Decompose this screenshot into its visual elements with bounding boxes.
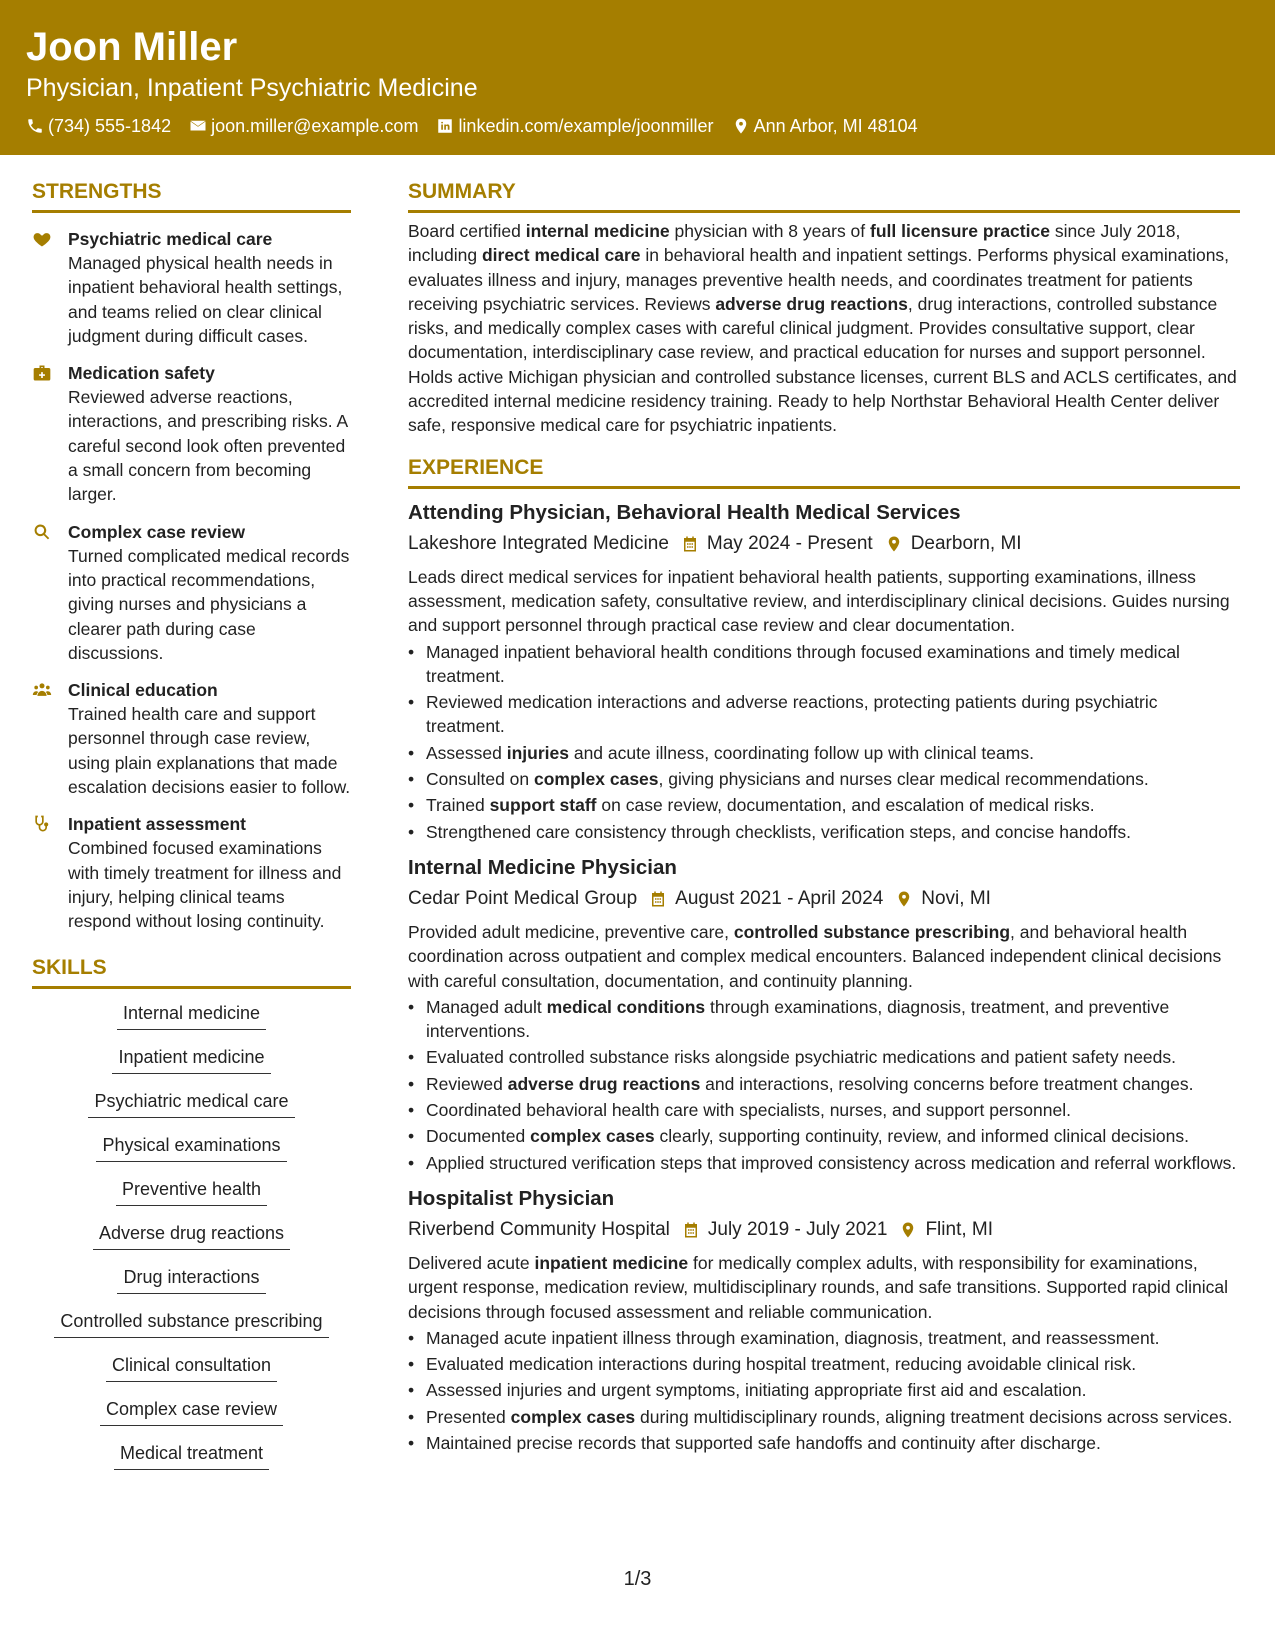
job-bullets bbox=[408, 1326, 1240, 1455]
job-bullet: • Managed adult medical conditions through examinations, diagnosis, treatment, and preventive interventions. bbox=[408, 995, 1240, 1044]
job-title: Internal Medicine Physician bbox=[408, 855, 677, 879]
job-bullet: • Coordinated behavioral health care with specialists, nurses, and support personnel. bbox=[408, 1098, 1240, 1122]
job-bullet: • Managed acute inpatient illness through examination, diagnosis, treatment, and reassessment. bbox=[408, 1326, 1240, 1350]
job-bullet: • Reviewed adverse drug reactions and interactions, resolving concerns before treatment changes. bbox=[408, 1072, 1240, 1096]
job-bullet: • Reviewed medication interactions and adverse reactions, protecting patients during psychiatric treatment. bbox=[408, 690, 1240, 739]
skills-list bbox=[32, 1001, 351, 1485]
map-pin-icon bbox=[899, 1221, 917, 1239]
skill-item: Psychiatric medical care bbox=[88, 1089, 294, 1118]
job-location: Novi, MI bbox=[921, 887, 991, 909]
strength-title: Medication safety bbox=[68, 363, 215, 384]
job-meta bbox=[408, 529, 1240, 559]
job-location: Flint, MI bbox=[925, 1218, 994, 1240]
candidate-role: Physician, Inpatient Psychiatric Medicine bbox=[26, 74, 478, 102]
job-description: Delivered acute inpatient medicine for medically complex adults, with responsibility for examinations, urgent response, medication review, multidisciplinary rounds, and safe transitions. Supported rapid clinical decisions through focused assessment and reliable communication. bbox=[408, 1252, 1229, 1322]
resume-header bbox=[0, 0, 1275, 155]
phone-icon bbox=[26, 117, 44, 135]
envelope-icon bbox=[189, 117, 207, 135]
stethoscope-icon bbox=[32, 812, 56, 933]
strength-description: Combined focused examinations with timely treatment for illness and injury, helping clinical teams respond without losing continuity. bbox=[68, 838, 342, 932]
page-number: 1/3 bbox=[623, 1568, 652, 1590]
job-bullet: • Strengthened care consistency through checklists, verification steps, and concise handoffs. bbox=[408, 820, 1240, 844]
job-meta bbox=[408, 884, 1240, 914]
skills-heading: SKILLS bbox=[32, 954, 351, 989]
strength-item bbox=[32, 361, 351, 506]
skill-item: Physical examinations bbox=[96, 1133, 286, 1162]
strengths-heading: STRENGTHS bbox=[32, 178, 351, 213]
job-company: Riverbend Community Hospital bbox=[408, 1218, 670, 1240]
job-meta bbox=[408, 1215, 1240, 1245]
contact-location bbox=[732, 114, 918, 138]
job-bullets bbox=[408, 995, 1240, 1175]
contact-location-text: Ann Arbor, MI 48104 bbox=[753, 116, 918, 136]
job-bullet: • Presented complex cases during multidisciplinary rounds, aligning treatment decisions across services. bbox=[408, 1405, 1240, 1429]
skill-item: Clinical consultation bbox=[106, 1353, 277, 1382]
job-dates: August 2021 - April 2024 bbox=[675, 887, 884, 909]
job-dates: July 2019 - July 2021 bbox=[707, 1218, 888, 1240]
experience-section bbox=[408, 454, 1240, 1456]
contact-bar bbox=[26, 114, 1249, 138]
heart-icon bbox=[32, 227, 56, 348]
strength-title: Clinical education bbox=[68, 680, 218, 701]
strengths-list bbox=[32, 227, 351, 934]
strength-item bbox=[32, 227, 351, 348]
job-bullet: • Documented complex cases clearly, supporting continuity, review, and informed clinical decisions. bbox=[408, 1124, 1240, 1148]
calendar-icon bbox=[682, 1221, 700, 1239]
calendar-icon bbox=[649, 890, 667, 908]
skill-item: Preventive health bbox=[116, 1177, 267, 1206]
strength-title: Complex case review bbox=[68, 521, 246, 542]
job-location: Dearborn, MI bbox=[910, 532, 1022, 554]
job-title: Attending Physician, Behavioral Health Medical Services bbox=[408, 500, 961, 524]
jobs-list bbox=[408, 499, 1240, 1456]
right-column bbox=[408, 178, 1240, 1457]
job-bullet: • Assessed injuries and urgent symptoms, initiating appropriate first aid and escalation. bbox=[408, 1378, 1240, 1402]
search-icon bbox=[32, 520, 56, 665]
contact-linkedin[interactable] bbox=[436, 114, 713, 138]
users-icon bbox=[32, 678, 56, 799]
strength-description: Managed physical health needs in inpatient behavioral health settings, and teams relied on clear clinical judgment during difficult cases. bbox=[68, 253, 343, 346]
map-pin-icon bbox=[895, 890, 913, 908]
strength-description: Reviewed adverse reactions, interactions, and prescribing risks. A careful second look often prevented a small concern from becoming larger. bbox=[68, 387, 348, 505]
job-bullet: • Managed inpatient behavioral health conditions through focused examinations and timely medical treatment. bbox=[408, 640, 1240, 689]
skill-item: Controlled substance prescribing bbox=[54, 1309, 328, 1338]
job-entry bbox=[408, 854, 1240, 1175]
strength-title: Inpatient assessment bbox=[68, 814, 246, 835]
summary-text: Board certified internal medicine physician with 8 years of full licensure practice since July 2018, including direct medical care in behavioral health and inpatient settings. Performs physical examinations, evaluates illness and injury, manages preventive health needs, and coordinates treatment for patients receiving psychiatric services. Reviews adverse drug reactions, drug interactions, controlled substance risks, and medically complex cases with careful clinical judgment. Provides consultative support, clear documentation, interdisciplinary case review, and practical education for nurses and support personnel. Holds active Michigan physician and controlled substance licenses, current BLS and ACLS certificates, and accredited internal medicine residency training. Ready to help Northstar Behavioral Health Center deliver safe, responsive medical care for psychiatric inpatients. bbox=[408, 221, 1237, 436]
job-bullet: • Applied structured verification steps that improved consistency across medication and referral workflows. bbox=[408, 1151, 1240, 1175]
job-bullet: • Assessed injuries and acute illness, coordinating follow up with clinical teams. bbox=[408, 741, 1240, 765]
experience-heading: EXPERIENCE bbox=[408, 454, 1240, 489]
map-pin-icon bbox=[732, 117, 750, 135]
strength-title: Psychiatric medical care bbox=[68, 229, 273, 249]
medical-kit-icon bbox=[32, 361, 56, 506]
job-entry bbox=[408, 1185, 1240, 1455]
contact-email-text: joon.miller@example.com bbox=[211, 116, 419, 136]
skill-item: Drug interactions bbox=[117, 1265, 265, 1294]
skill-item: Inpatient medicine bbox=[112, 1045, 270, 1074]
contact-phone[interactable] bbox=[26, 114, 171, 138]
strength-description: Trained health care and support personnel through case review, using plain explanations that made escalation decisions easier to follow. bbox=[68, 704, 351, 798]
skill-item: Medical treatment bbox=[114, 1441, 269, 1470]
left-column bbox=[32, 178, 351, 1485]
job-description: Provided adult medicine, preventive care, controlled substance prescribing, and behavioral health coordination across outpatient and complex medical encounters. Balanced independent clinical decisions with careful consultation, documentation, and continuity planning. bbox=[408, 921, 1222, 991]
job-bullet: • Evaluated controlled substance risks alongside psychiatric medications and patient safety needs. bbox=[408, 1045, 1240, 1069]
contact-phone-text: (734) 555-1842 bbox=[48, 116, 172, 136]
strength-item bbox=[32, 520, 351, 665]
job-bullet: • Trained support staff on case review, documentation, and escalation of medical risks. bbox=[408, 793, 1240, 817]
job-bullets bbox=[408, 640, 1240, 844]
contact-email[interactable] bbox=[189, 114, 418, 138]
map-pin-icon bbox=[885, 535, 903, 553]
strength-description: Turned complicated medical records into practical recommendations, giving nurses and physicians a clearer path during case discussions. bbox=[68, 545, 350, 663]
job-bullet: • Consulted on complex cases, giving physicians and nurses clear medical recommendations. bbox=[408, 767, 1240, 791]
strength-item bbox=[32, 812, 351, 933]
skill-item: Complex case review bbox=[100, 1397, 283, 1426]
job-description: Leads direct medical services for inpatient behavioral health patients, supporting examinations, illness assessment, medication safety, consultative review, and interdisciplinary clinical decisions. Guides nursing and support personnel through practical case review and clear documentation. bbox=[408, 566, 1230, 636]
job-bullet: • Evaluated medication interactions during hospital treatment, reducing avoidable clinical risk. bbox=[408, 1352, 1240, 1376]
candidate-name: Joon Miller bbox=[26, 25, 238, 69]
summary-heading: SUMMARY bbox=[408, 178, 1240, 213]
job-company: Lakeshore Integrated Medicine bbox=[408, 532, 669, 554]
strength-item bbox=[32, 678, 351, 799]
job-bullet: • Maintained precise records that supported safe handoffs and continuity after discharge. bbox=[408, 1431, 1240, 1455]
skill-item: Internal medicine bbox=[117, 1001, 266, 1030]
calendar-icon bbox=[681, 535, 699, 553]
job-dates: May 2024 - Present bbox=[706, 532, 873, 554]
job-entry bbox=[408, 499, 1240, 844]
linkedin-icon bbox=[436, 117, 454, 135]
job-company: Cedar Point Medical Group bbox=[408, 887, 638, 909]
job-title: Hospitalist Physician bbox=[408, 1186, 615, 1210]
contact-linkedin-text: linkedin.com/example/joonmiller bbox=[458, 116, 714, 136]
skill-item: Adverse drug reactions bbox=[93, 1221, 290, 1250]
